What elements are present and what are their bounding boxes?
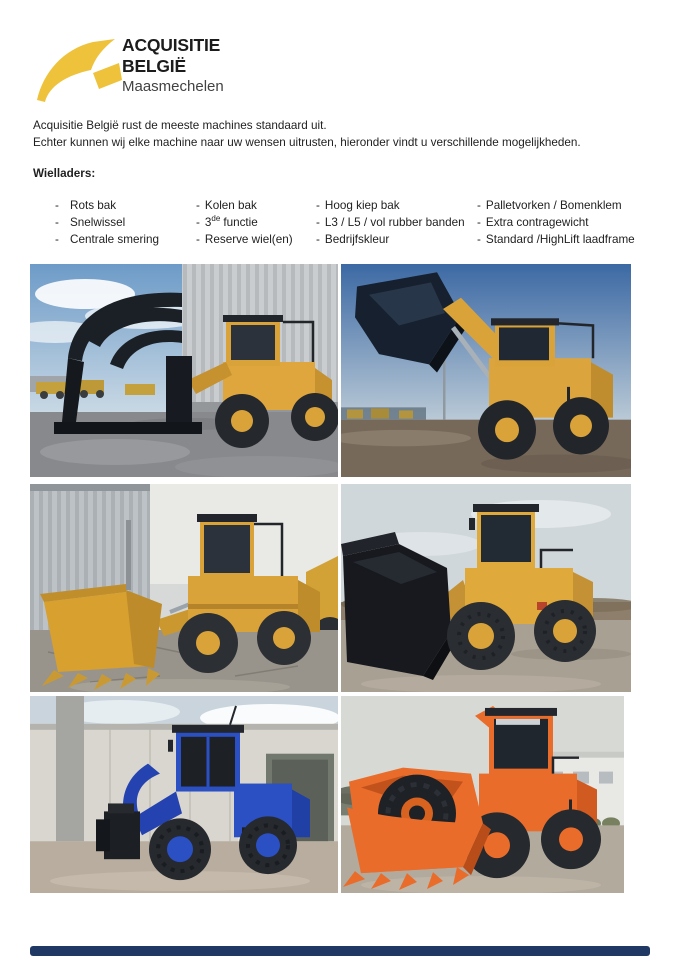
option-label: Bedrijfskleur: [324, 233, 390, 247]
option-label: 3: [204, 216, 212, 230]
bullet-dash: -: [477, 216, 481, 230]
list-item: [196, 214, 293, 231]
bullet-dash: -: [196, 216, 200, 230]
option-label: Centrale smering: [70, 233, 159, 247]
section-heading: Wielladers:: [33, 167, 96, 180]
bullet-dash: -: [55, 216, 59, 230]
photo4-illustration: [341, 484, 631, 692]
list-item: [477, 231, 635, 248]
option-label: L3 / L5 / vol rubber banden: [324, 216, 465, 230]
option-label: Palletvorken / Bomenklem: [485, 199, 622, 212]
options-column-1: [55, 197, 159, 249]
option-label: Rots bak: [70, 199, 117, 212]
option-label: functie: [223, 216, 258, 230]
logo-line2: BELGIË: [122, 56, 186, 76]
bullet-dash: -: [55, 233, 59, 247]
option-label: Reserve wiel(en): [204, 233, 293, 247]
option-label-superscript: de: [211, 214, 221, 224]
list-item: [55, 214, 159, 231]
option-label: Kolen bak: [204, 199, 257, 212]
list-item: [55, 197, 159, 214]
bullet-dash: -: [316, 199, 320, 212]
photo-cat-wheel-loader-toothed-rock-bucket: [30, 484, 338, 692]
photo1-illustration: [30, 264, 338, 477]
photo-orange-wheel-loader-spare-wheel-in-bucket: [341, 696, 624, 893]
option-label: Hoog kiep bak: [324, 199, 400, 212]
photo-cat-wheel-loader-raised-black-bucket: [341, 264, 631, 477]
options-column-3: [316, 197, 465, 249]
list-item: [196, 231, 293, 248]
logo-a-swoosh-icon: [36, 39, 122, 102]
bullet-dash: -: [196, 233, 200, 247]
photo6-illustration: [341, 696, 624, 893]
list-item: [316, 197, 465, 214]
bullet-dash: -: [316, 216, 320, 230]
horizontal-scrollbar[interactable]: [30, 946, 650, 956]
bullet-dash: -: [196, 199, 200, 212]
list-item: [316, 214, 465, 231]
list-item: [196, 197, 293, 214]
photo-cat-wheel-loader-black-hightip-bucket: [341, 484, 631, 692]
option-label: Extra contragewicht: [485, 216, 589, 230]
bullet-dash: -: [477, 233, 481, 247]
list-item: [316, 231, 465, 248]
option-label: Snelwissel: [70, 216, 126, 230]
options-column-4: [477, 197, 635, 249]
photo-cat-wheel-loader-with-log-grapple: [30, 264, 338, 477]
photo2-illustration: [341, 264, 631, 477]
intro-line-1: Acquisitie België rust de meeste machines standaard uit.: [33, 119, 327, 132]
photo3-illustration: [30, 484, 338, 692]
option-label: Standard /HighLift laadframe: [485, 233, 635, 247]
intro-paragraph: [33, 117, 663, 151]
photo5-illustration: [30, 696, 338, 893]
list-item: [477, 214, 635, 231]
list-item: [55, 231, 159, 248]
logo-line1: ACQUISITIE: [122, 35, 221, 55]
bullet-dash: -: [316, 233, 320, 247]
intro-line-2: Echter kunnen wij elke machine naar uw wensen uitrusten, hieronder vindt u verschillende mogelijkheden.: [33, 136, 581, 149]
bullet-dash: -: [477, 199, 481, 212]
logo-line3: Maasmechelen: [122, 78, 224, 95]
options-column-2: [196, 197, 293, 249]
photo-blue-wheel-loader-quick-coupler: [30, 696, 338, 893]
bullet-dash: -: [55, 199, 59, 212]
company-logo: [36, 30, 296, 108]
list-item: [477, 197, 635, 214]
